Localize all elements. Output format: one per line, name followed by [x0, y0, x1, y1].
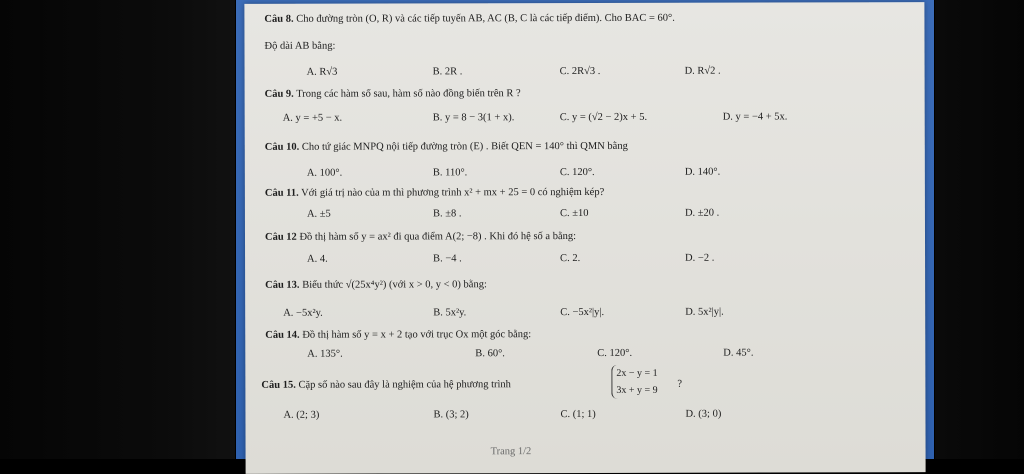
question-8-line2: Độ dài AB bằng:	[264, 40, 336, 52]
option-b: B. 60°.	[475, 348, 505, 360]
option-b: B. 110°.	[432, 167, 468, 179]
option-a: A. R√3	[306, 66, 338, 78]
question-text: Biểu thức √(25x⁴y²) (với x > 0, y < 0) bằng:	[302, 279, 487, 291]
question-number: Câu 12	[264, 231, 297, 243]
option-b: B. 5x²y.	[433, 307, 467, 319]
option-d: D. ±20 .	[684, 207, 720, 219]
question-text: Đồ thị hàm số y = x + 2 tạo với trục Ox một góc bằng:	[302, 329, 532, 341]
option-b: B. (3; 2)	[433, 409, 469, 421]
option-d: D. −2 .	[685, 252, 715, 264]
option-b: B. 2R .	[432, 66, 463, 78]
question-number: Câu 11.	[264, 187, 299, 199]
option-a: A. ±5	[306, 208, 331, 220]
question-number: Câu 10.	[264, 141, 300, 153]
left-background	[0, 0, 235, 459]
option-c: C. 2R√3 .	[559, 65, 601, 78]
option-c: C. −5x²|y|.	[560, 306, 605, 319]
exam-paper	[244, 2, 925, 474]
question-mark: ?	[677, 378, 683, 390]
question-text: Cho tứ giác MNPQ nội tiếp đường tròn (E) . Biết QEN = 140° thì QMN bằng	[301, 140, 628, 153]
question-9	[265, 88, 521, 100]
question-13	[265, 279, 487, 291]
option-a: A. y = +5 − x.	[282, 112, 343, 124]
option-a: A. −5x²y.	[283, 307, 323, 319]
option-d: D. 140°.	[684, 166, 721, 178]
question-text: Cho đường tròn (O, R) và các tiếp tuyến AB, AC (B, C là các tiếp điểm). Cho BAC = 60°.	[296, 12, 675, 25]
option-c: C. ±10	[559, 207, 589, 220]
question-number: Câu 14.	[265, 329, 300, 341]
question-text: Trong các hàm số sau, hàm số nào đồng biến trên R ?	[296, 88, 521, 100]
option-c: C. (1; 1)	[560, 408, 596, 421]
option-a: A. 100°.	[306, 167, 343, 179]
question-11	[265, 187, 604, 199]
option-d: D. (3; 0)	[685, 408, 722, 420]
option-b: B. y = 8 − 3(1 + x).	[432, 112, 515, 124]
option-c: C. y = (√2 − 2)x + 5.	[559, 111, 648, 124]
option-c: C. 120°.	[597, 347, 633, 359]
option-d: D. R√2 .	[684, 65, 721, 77]
question-8	[264, 13, 674, 25]
question-text: Với giá trị nào của m thì phương trình x² + mx + 25 = 0 có nghiệm kép?	[301, 186, 605, 199]
question-number: Câu 13.	[265, 279, 300, 291]
option-b: B. −4 .	[433, 253, 462, 265]
option-a: A. 4.	[307, 253, 328, 265]
equation-1: 2x − y = 1	[616, 367, 658, 379]
right-background	[935, 0, 1024, 459]
equation-2: 3x + y = 9	[616, 384, 658, 396]
question-text: Cặp số nào sau đây là nghiệm của hệ phương trình	[298, 379, 511, 391]
option-c: C. 2.	[560, 253, 581, 265]
question-12	[265, 231, 576, 243]
question-number: Câu 9.	[264, 88, 294, 100]
question-number: Câu 15.	[261, 379, 296, 391]
option-d: D. y = −4 + 5x.	[722, 111, 788, 123]
question-15	[261, 379, 511, 391]
option-a: A. (2; 3)	[283, 409, 320, 421]
question-14	[265, 329, 531, 341]
question-number: Câu 8.	[264, 13, 294, 25]
option-c: C. 120°.	[559, 166, 595, 179]
equation-system	[611, 365, 657, 399]
option-d: D. 5x²|y|.	[685, 306, 724, 318]
option-d: D. 45°.	[723, 347, 754, 359]
option-a: A. 135°.	[307, 348, 343, 360]
page-number: Trang 1/2	[490, 446, 532, 458]
question-text: Đồ thị hàm số y = ax² đi qua điểm A(2; −8) . Khi đó hệ số a bằng:	[299, 231, 577, 243]
option-b: B. ±8 .	[432, 208, 462, 220]
question-10	[265, 141, 628, 153]
